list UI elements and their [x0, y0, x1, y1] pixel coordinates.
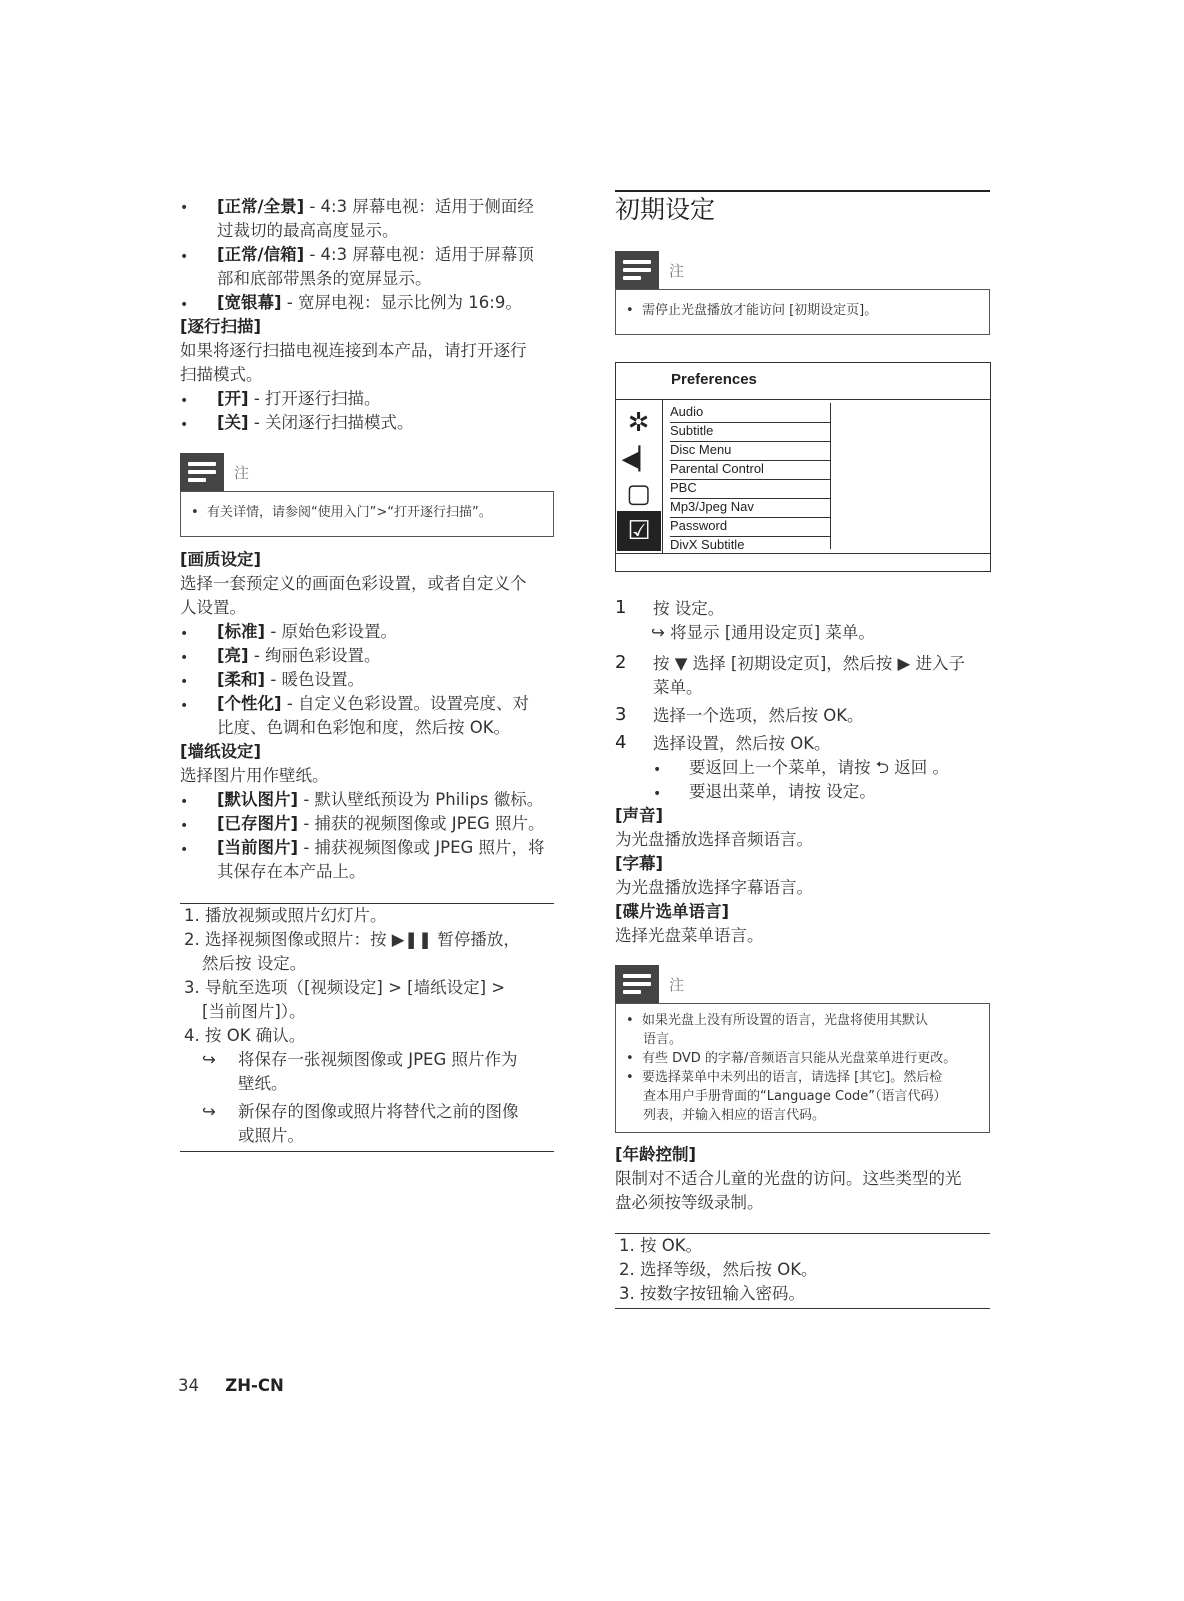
section-desc: 选择图片用作壁纸。	[180, 766, 329, 785]
list-item: [亮] - 绚丽色彩设置。	[217, 646, 381, 665]
list-item: [柔和] - 暖色设置。	[217, 670, 365, 689]
page-title: 初期设定	[615, 195, 716, 224]
section-heading: [画质设定]	[180, 550, 262, 569]
section-desc: 人设置。	[180, 598, 246, 617]
list-item: [宽银幕] - 宽屏电视：显示比例为 16:9。	[217, 293, 522, 312]
note-text: • 需停止光盘播放才能访问 [初期设定页]。	[626, 303, 878, 318]
disc-icon: ▢	[626, 479, 651, 509]
step: 按 设定。	[653, 599, 725, 618]
section-desc: 选择光盘菜单语言。	[615, 926, 764, 945]
section-desc: 限制对不适合儿童的光盘的访问。这些类型的光	[615, 1169, 962, 1188]
bullet-dot: •	[180, 842, 189, 858]
list-item: [已存图片] - 捕获的视频图像或 JPEG 照片。	[217, 814, 545, 833]
result-text: 将保存一张视频图像或 JPEG 照片作为	[238, 1050, 518, 1069]
section-heading: [年龄控制]	[615, 1145, 697, 1164]
result-text: 或照片。	[238, 1126, 304, 1145]
result-arrow-icon: ↪	[202, 1102, 216, 1121]
title-rule	[615, 190, 990, 192]
page-number: 34	[178, 1376, 199, 1395]
step-cont: 菜单。	[653, 678, 703, 697]
gear-icon: ✲	[627, 408, 650, 438]
bullet-dot: •	[180, 818, 189, 834]
sub-item: 要退出菜单，请按 设定。	[689, 782, 876, 801]
menu-item-audio[interactable]: Audio	[670, 403, 830, 423]
section-desc: 为光盘播放选择音频语言。	[615, 830, 813, 849]
note-text: • 有些 DVD 的字幕/音频语言只能从光盘菜单进行更改。	[626, 1051, 957, 1066]
note-icon	[615, 251, 659, 289]
step: 2. 选择等级，然后按 OK。	[619, 1260, 818, 1279]
step-number: 4	[615, 732, 627, 753]
bullet-dot: •	[180, 698, 189, 714]
section-desc: 选择一套预定义的画面色彩设置，或者自定义个	[180, 574, 527, 593]
step: 2. 选择视频图像或照片：按 ▶❚❚ 暂停播放，	[184, 930, 520, 949]
sub-item: 要返回上一个菜单，请按 ⮌ 返回 。	[689, 758, 949, 777]
step-number: 1	[615, 597, 627, 618]
bullet-dot: •	[180, 200, 189, 216]
note-icon	[615, 965, 659, 1003]
list-item: [开] - 打开逐行扫描。	[217, 389, 381, 408]
result-text: 新保存的图像或照片将替代之前的图像	[238, 1102, 519, 1121]
note-text: • 有关详情，请参阅“使用入门”>“打开逐行扫描”。	[191, 505, 492, 520]
section-heading: [字幕]	[615, 854, 664, 873]
menu-title: Preferences	[671, 371, 757, 388]
page-footer	[178, 1376, 284, 1395]
note-box	[615, 1003, 990, 1133]
bullet-dot: •	[653, 762, 662, 778]
step-result: ↪ 将显示 [通用设定页] 菜单。	[651, 623, 875, 642]
note-text: 列表，并输入相应的语言代码。	[643, 1108, 826, 1123]
list-item: [标准] - 原始色彩设置。	[217, 622, 398, 641]
step: 选择一个选项，然后按 OK。	[653, 706, 864, 725]
bullet-dot: •	[180, 393, 189, 409]
menu-item-password[interactable]: Password	[670, 517, 830, 537]
note-header	[180, 453, 555, 491]
result-arrow-icon: ↪	[202, 1050, 216, 1069]
bullet-dot: •	[180, 297, 189, 313]
step-cont: [当前图片]）。	[202, 1002, 306, 1021]
checkbox-icon: ☑	[617, 511, 661, 551]
note-text: 语言。	[643, 1032, 683, 1047]
note-icon	[180, 453, 224, 491]
step: 1. 播放视频或照片幻灯片。	[184, 906, 387, 925]
step-cont: 然后按 设定。	[202, 954, 307, 973]
language-code: ZH-CN	[225, 1376, 284, 1395]
list-item-cont: 比度、色调和色彩饱和度，然后按 OK。	[217, 718, 511, 737]
menu-item-pbc[interactable]: PBC	[670, 479, 830, 499]
section-desc: 为光盘播放选择字幕语言。	[615, 878, 813, 897]
divider	[180, 1151, 554, 1152]
note-label: 注	[669, 976, 685, 994]
note-box	[180, 491, 554, 537]
list-item-cont: 部和底部带黑条的宽屏显示。	[217, 269, 432, 288]
note-box	[615, 289, 990, 335]
note-label: 注	[234, 464, 250, 482]
note-text: 查本用户手册背面的“Language Code”（语言代码）	[643, 1089, 947, 1104]
step-number: 2	[615, 652, 627, 673]
bullet-dot: •	[180, 794, 189, 810]
menu-item-mp3-jpeg-nav[interactable]: Mp3/Jpeg Nav	[670, 498, 830, 518]
step: 4. 按 OK 确认。	[184, 1026, 306, 1045]
menu-item-disc-menu[interactable]: Disc Menu	[670, 441, 830, 461]
list-item: [正常/全景] - 4:3 屏幕电视：适用于侧面经	[217, 197, 534, 216]
section-heading: [墙纸设定]	[180, 742, 262, 761]
speaker-icon: ◀▏	[621, 446, 656, 472]
menu-item-subtitle[interactable]: Subtitle	[670, 422, 830, 442]
note-text: • 如果光盘上没有所设置的语言，光盘将使用其默认	[626, 1013, 928, 1028]
step-number: 3	[615, 704, 627, 725]
list-item-cont: 其保存在本产品上。	[217, 862, 366, 881]
note-label: 注	[669, 262, 685, 280]
section-desc: 如果将逐行扫描电视连接到本产品，请打开逐行	[180, 341, 527, 360]
section-desc: 扫描模式。	[180, 365, 263, 384]
menu-item-divx-subtitle[interactable]: DivX Subtitle	[670, 537, 745, 552]
step: 1. 按 OK。	[619, 1236, 703, 1255]
bullet-dot: •	[180, 417, 189, 433]
preferences-menu	[615, 362, 991, 572]
list-item: [个性化] - 自定义色彩设置。设置亮度、对	[217, 694, 530, 713]
section-heading: [碟片选单语言]	[615, 902, 730, 921]
step: 按 ▼ 选择 [初期设定页]，然后按 ▶ 进入子	[653, 654, 965, 673]
list-item: [当前图片] - 捕获视频图像或 JPEG 照片，将	[217, 838, 545, 857]
section-desc: 盘必须按等级录制。	[615, 1193, 764, 1212]
divider	[615, 1308, 990, 1309]
list-item-cont: 过裁切的最高高度显示。	[217, 221, 399, 240]
note-header	[615, 251, 990, 289]
step: 3. 导航至选项（[视频设定] > [墙纸设定] >	[184, 978, 506, 997]
section-heading: [逐行扫描]	[180, 317, 262, 336]
bullet-dot: •	[180, 626, 189, 642]
step: 3. 按数字按钮输入密码。	[619, 1284, 805, 1303]
menu-item-parental-control[interactable]: Parental Control	[670, 460, 830, 480]
list-item: [默认图片] - 默认壁纸预设为 Philips 徽标。	[217, 790, 544, 809]
section-heading: [声音]	[615, 806, 664, 825]
note-header	[615, 965, 990, 1003]
list-item: [正常/信箱] - 4:3 屏幕电视：适用于屏幕顶	[217, 245, 534, 264]
bullet-dot: •	[180, 249, 189, 265]
note-text: • 要选择菜单中未列出的语言，请选择 [其它]。然后检	[626, 1070, 943, 1085]
step: 选择设置，然后按 OK。	[653, 734, 831, 753]
bullet-dot: •	[180, 650, 189, 666]
list-item: [关] - 关闭逐行扫描模式。	[217, 413, 414, 432]
bullet-dot: •	[653, 786, 662, 802]
bullet-dot: •	[180, 674, 189, 690]
result-text: 壁纸。	[238, 1074, 288, 1093]
